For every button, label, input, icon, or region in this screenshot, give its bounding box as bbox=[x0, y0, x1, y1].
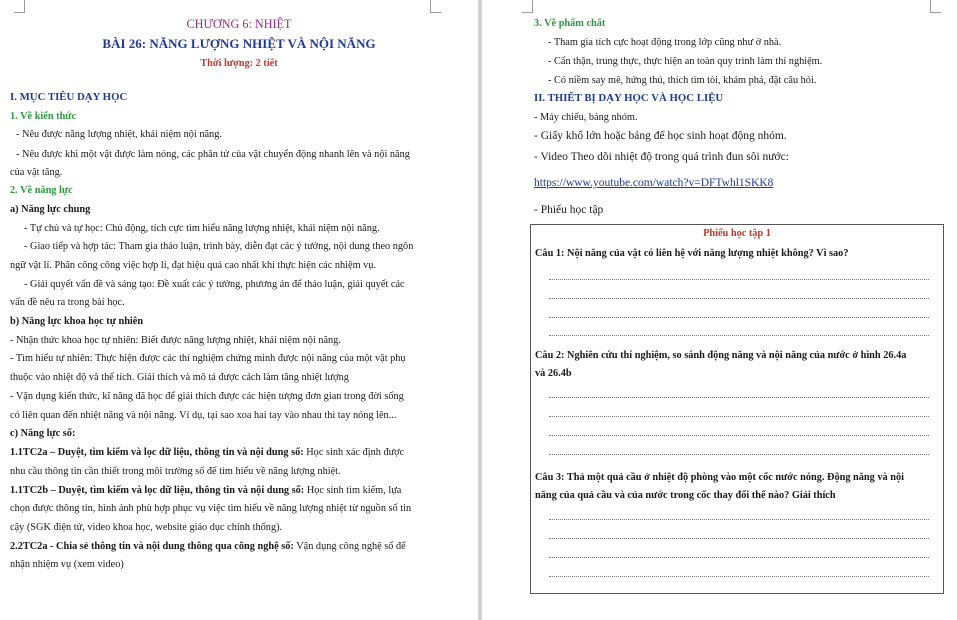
competency-item: - Tự chủ và tự học: Chủ động, tích cực tìm hiểu năng lượng nhiệt, khái niệm nội năng. bbox=[24, 223, 380, 234]
answer-line[interactable] bbox=[549, 279, 929, 280]
answer-line[interactable] bbox=[549, 317, 929, 318]
quality-item: - Có niềm say mê, hứng thú, thích tìm tòi, khám phá, đặt câu hỏi. bbox=[548, 75, 817, 86]
worksheet-question-1: Câu 1: Nội năng của vật có liên hệ với năng lượng nhiệt không? Vì sao? bbox=[535, 248, 849, 259]
answer-line[interactable] bbox=[549, 576, 929, 577]
worksheet-question-3-cont: năng của quả cầu và của nước trong cốc thay đổi thế nào? Giải thích bbox=[535, 490, 836, 501]
knowledge-item: - Nêu được năng lượng nhiệt, khái niệm nội năng. bbox=[16, 129, 222, 140]
margin-corner-mark bbox=[430, 0, 441, 13]
worksheet-title: Phiếu học tập 1 bbox=[703, 228, 771, 239]
margin-corner-mark bbox=[14, 0, 25, 13]
knowledge-item: - Nêu được khi một vật được làm nóng, các phân tử của vật chuyển động nhanh lên và nội năng bbox=[16, 149, 410, 160]
margin-corner-mark bbox=[930, 0, 941, 13]
answer-line[interactable] bbox=[549, 435, 929, 436]
worksheet-box bbox=[530, 224, 944, 594]
document-page-left bbox=[0, 0, 478, 620]
quality-item: - Cẩn thận, trung thực, thực hiện an toàn quy trình làm thí nghiệm. bbox=[548, 56, 823, 67]
equipment-item: - Giấy khổ lớn hoặc bảng để học sinh hoạt động nhóm. bbox=[534, 130, 787, 142]
answer-line[interactable] bbox=[549, 538, 929, 539]
competency-item-cont: vấn đề nêu ra trong bài học. bbox=[10, 297, 125, 308]
duration-text: Thời lượng: 2 tiết bbox=[200, 58, 278, 69]
worksheet-question-3: Câu 3: Thả một quả cầu ở nhiệt độ phòng vào một cốc nước nóng. Động năng và nội bbox=[535, 472, 904, 483]
section-equipment-heading: II. THIẾT BỊ DẠY HỌC VÀ HỌC LIỆU bbox=[534, 92, 724, 104]
science-item: - Vận dụng kiến thức, kĩ năng đã học để giải thích được các hiện tượng đơn gian trong đời sống bbox=[10, 391, 404, 402]
answer-line[interactable] bbox=[549, 298, 929, 299]
quality-item: - Tham gia tích cực hoạt động trong lớp cũng như ở nhà. bbox=[548, 37, 782, 48]
science-item: - Nhận thức khoa học tự nhiên: Biết được năng lượng nhiệt, khái niệm nội năng. bbox=[10, 335, 341, 346]
answer-line[interactable] bbox=[549, 416, 929, 417]
science-competency-heading: b) Năng lực khoa học tự nhiên bbox=[10, 316, 144, 327]
chapter-heading: CHƯƠNG 6: NHIỆT bbox=[186, 17, 292, 31]
margin-corner-mark bbox=[522, 0, 533, 13]
knowledge-item-cont: của vật tăng. bbox=[10, 167, 63, 178]
qualities-heading: 3. Về phẩm chất bbox=[534, 18, 606, 29]
lesson-title: BÀI 26: NĂNG LƯỢNG NHIỆT VÀ NỘI NĂNG bbox=[102, 36, 376, 51]
digital-competency-heading: c) Năng lực số: bbox=[10, 428, 76, 439]
general-competency-heading: a) Năng lực chung bbox=[10, 204, 91, 215]
digital-item: 1.1TC2b – Duyệt, tìm kiếm và lọc dữ liệu, thông tin và nội dung số: Học sinh tìm kiếm, lựa bbox=[10, 485, 402, 496]
competency-item: - Giải quyết vấn đề và sáng tạo: Đề xuất các ý tưởng, phương án để thảo luận, giải quyết các bbox=[24, 279, 405, 290]
digital-item-cont: cậy (SGK điện tử, video khoa học, website giáo dục chính thống). bbox=[10, 522, 283, 533]
competency-heading: 2. Về năng lực bbox=[10, 185, 73, 196]
worksheet-question-2: Câu 2: Nghiên cứu thí nghiệm, so sánh động năng và nội năng của nước ở hình 26.4a bbox=[535, 350, 907, 361]
digital-item: 2.2TC2a - Chia sẻ thông tin và nội dung thông qua công nghệ số: Vận dụng công nghệ số để bbox=[10, 541, 406, 552]
document-page-right bbox=[482, 0, 957, 620]
digital-item-cont: nhận nhiệm vụ (xem video) bbox=[10, 559, 124, 570]
answer-line[interactable] bbox=[549, 454, 929, 455]
competency-item: - Giao tiếp và hợp tác: Tham gia thảo luận, trình bày, diễn đạt các ý tưởng, nội dung theo ngôn bbox=[24, 241, 414, 252]
science-item-cont: có liên quan đến nhiệt năng và nội năng. Ví dụ, tại sao xoa hai tay vào nhau thì tay nóng lên... bbox=[10, 410, 397, 421]
worksheet-question-2-cont: và 26.4b bbox=[535, 368, 572, 379]
digital-item: 1.1TC2a – Duyệt, tìm kiếm và lọc dữ liệu, thông tin và nội dung số: Học sinh xác định được bbox=[10, 447, 405, 458]
equipment-item: - Video Theo dõi nhiệt độ trong quá trình đun sôi nước: bbox=[534, 151, 789, 163]
answer-line[interactable] bbox=[549, 335, 929, 336]
equipment-item: - Phiếu học tập bbox=[534, 204, 604, 216]
section-objectives-heading: I. MỤC TIÊU DẠY HỌC bbox=[10, 91, 128, 103]
answer-line[interactable] bbox=[549, 519, 929, 520]
competency-item-cont: ngữ vật lí. Phân công công việc hợp lí, đạt hiệu quả cao nhất khi thực hiện các nhiệm vụ. bbox=[10, 260, 377, 271]
knowledge-heading: 1. Về kiến thức bbox=[10, 111, 77, 122]
digital-item-cont: nhu cầu thông tin cần thiết trong môi trường số để tìm hiểu về năng lượng nhiệt. bbox=[10, 466, 341, 477]
digital-item-cont: chọn được thông tin, hình ảnh phù hợp phục vụ việc tìm hiểu về năng lượng nhiệt từ nguồn số tin bbox=[10, 503, 412, 514]
science-item-cont: thuộc vào nhiệt độ và thể tích. Giải thích và mô tả được cách làm tăng nhiệt lượng bbox=[10, 372, 349, 383]
science-item: - Tìm hiểu tự nhiên: Thực hiện được các thí nghiệm chứng minh được nội năng của một vật phụ bbox=[10, 353, 406, 364]
answer-line[interactable] bbox=[549, 397, 929, 398]
answer-line[interactable] bbox=[549, 557, 929, 558]
video-link[interactable]: https://www.youtube.com/watch?v=DFTwhl1SKK8 bbox=[534, 177, 774, 189]
equipment-item: - Máy chiếu, bảng nhóm. bbox=[534, 112, 638, 123]
